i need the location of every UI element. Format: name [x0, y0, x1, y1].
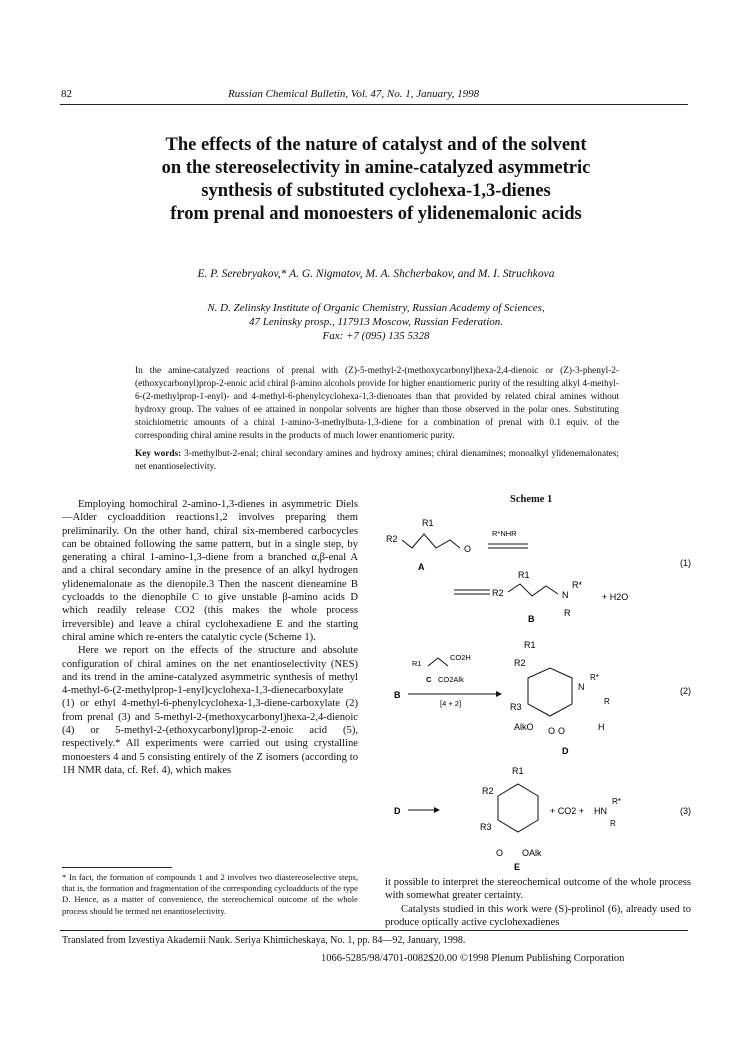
eq2-number: (2) [680, 686, 691, 696]
scheme-r1-b: R1 [518, 570, 530, 580]
scheme-r-b: R [564, 608, 571, 618]
dienophile-bond [428, 658, 448, 666]
footnote: * In fact, the formation of compounds 1 and 2 involves two diastereoselective steps, that is, the formation and fragmentation of the corresponding cycloadducts of the type D. Hence, as a matter of convenience, the stereochemical outcome of the whole process should be termed net enantioselectivity. [62, 872, 358, 916]
alko-label: AlkO [514, 722, 534, 732]
hn-label: HN [594, 806, 607, 816]
keywords [135, 448, 619, 474]
footnote-divider [62, 867, 172, 868]
scheme-r-d: R [604, 697, 610, 706]
scheme-r-e: R [610, 819, 616, 828]
reaction-scheme [378, 508, 696, 873]
co2h-label: CO2H [450, 653, 471, 662]
body-paragraph: Catalysts studied in this work were (S)-prolinol (6), already used to produce optically active cyclohexadienes [385, 903, 691, 928]
scheme-h-d: H [598, 722, 605, 732]
abstract: In the amine-catalyzed reactions of prenal with (Z)-5-methyl-2-(methoxycarbonyl)hexa-2,4-dienoic or (Z)-3-phenyl-2-(ethoxycarbonyl)prop-2-enoic acid chiral β-amino alcohols provide for higher enantiomeric purity of the resulting alkyl 4-methyl-6-(2-methylprop-1-enyl)- and 4-methyl-6-phenylcyclohexa-1,3-dienoates than that provided by related chiral amines without hydroxy group. The values of ee attained in nonpolar solvents are higher than those observed in the polar ones. Substituting stoichiometric amounts of a chiral 1-amino-3-methylbuta-1,3-diene for a combination of prenal with 0.1 equiv. of the corresponding chiral amine results in the products of much lower enantiomeric purity. [135, 366, 619, 441]
scheme-rstar-d: R* [590, 673, 599, 682]
page-number: 82 [61, 88, 72, 100]
scheme-r3-d: R3 [510, 702, 522, 712]
eq1-number: (1) [680, 558, 691, 568]
label-b2: B [394, 690, 401, 700]
scheme-n: N [562, 590, 569, 600]
affiliation [70, 301, 682, 343]
authors: E. P. Serebryakov,* A. G. Nigmatov, M. A. Shcherbakov, and M. I. Struchkova [197, 268, 555, 280]
scheme-n-d: N [578, 682, 585, 692]
enal-chain [402, 534, 460, 548]
label-a: A [418, 562, 425, 572]
scheme-r2-e: R2 [482, 786, 494, 796]
title-line: from prenal and monoesters of ylidenemalonic acids [170, 204, 582, 224]
affiliation-line: Fax: +7 (095) 135 5328 [322, 330, 430, 342]
dienamine-chain [508, 584, 558, 596]
title-line: The effects of the nature of catalyst and of the solvent [165, 135, 587, 155]
title-line: on the stereoselectivity in amine-catalyzed asymmetric [161, 158, 591, 178]
eq3-number: (3) [680, 806, 691, 816]
article-title [70, 134, 682, 226]
body-continuation: it possible to interpret the stereochemical outcome of the whole process with somewhat greater certainty. [385, 877, 691, 902]
scheme-r3-e: R3 [480, 822, 492, 832]
scheme-r1-c: R1 [412, 659, 422, 668]
scheme-r1-e: R1 [512, 766, 524, 776]
label-b: B [528, 614, 535, 624]
scheme-o-e: O [496, 848, 504, 858]
scheme-r2: R2 [386, 534, 398, 544]
scheme-rstar: R* [572, 580, 583, 590]
scheme-o-d1: O [548, 726, 556, 736]
label-c: C [426, 675, 432, 684]
body-paragraph: Here we report on the effects of the structure and absolute configuration of chiral amines on the net enantioselectivity (NES) and its trend in the amine-catalyzed asymmetric synthesis of methyl 4-methyl-6-(2-methylprop-1-enyl)cyclohexa-1,3-dienecarboxylate (1) or ethyl 4-methyl-6-phenylcyclohexa-1,3-diene-carboxylate (2) from prenal (3) and 5-methyl-2-(methoxycarbonyl)hexa-2,4-dienoic (4) or 5-methyl-2-(ethoxycarbonyl)prop-2-enoic acid (5), respectively.* All experiments were carried out using crystalline monoesters 4 and 5 consisting entirely of the Z isomers (according to 1H NMR data, cf. Ref. 4), which makes [62, 645, 358, 776]
keywords-label: Key words: [135, 449, 182, 459]
arrowhead-2 [496, 691, 502, 697]
scheme-o: O [464, 544, 472, 554]
scheme-r2-d: R2 [514, 658, 526, 668]
label-d: D [562, 746, 569, 756]
arrowhead-3 [434, 807, 440, 813]
keywords-text: 3-methylbut-2-enal; chiral secondary amines and hydroxy amines; chiral dienamines; monoalkyl ylidenemalonates; net enantioselectivity. [135, 449, 619, 472]
water-label: + H2O [602, 592, 629, 602]
oalk-label: OAlk [522, 848, 542, 858]
footer-divider [60, 930, 688, 931]
cyclohexene-ring [528, 668, 572, 716]
title-line: synthesis of substituted cyclohexa-1,3-dienes [201, 181, 551, 201]
scheme-title: Scheme 1 [510, 494, 553, 505]
affiliation-line: N. D. Zelinsky Institute of Organic Chemistry, Russian Academy of Sciences, [207, 302, 545, 314]
body-left-column [62, 498, 358, 777]
scheme-r1: R1 [422, 518, 434, 528]
affiliation-line: 47 Leninsky prosp., 117913 Moscow, Russian Federation. [249, 316, 503, 328]
reagent-label: R*NHR [492, 529, 517, 538]
copyright-line: 1066-5285/98/4701-0082$20.00 ©1998 Plenum Publishing Corporation [321, 953, 625, 964]
translation-note: Translated from Izvestiya Akademii Nauk. Seriya Khimicheskaya, No. 1, pp. 84—92, January, 1998. [62, 935, 466, 946]
scheme-rstar-e: R* [612, 797, 621, 806]
label-d2: D [394, 806, 401, 816]
cycloadd-label: [4 + 2] [440, 699, 462, 708]
scheme-r2-b: R2 [492, 588, 504, 598]
co2alk-label: CO2Alk [438, 675, 464, 684]
body-paragraph: Employing homochiral 2-amino-1,3-dienes in asymmetric Diels—Alder cycloaddition reactions1,2 involves preparing them preliminarily. On the other hand, chiral six-membered carbocycles can be obtained following the same pattern, but in a single step, by generating a chiral 1-amino-1,3-diene from a branched α,β-enal A and a chiral secondary amine in the presence of an alkyl hydrogen ylidenemalonate as the dienopile.3 Then the nascent dieneamine B cycloadds to the dienophile C to give unstable β-amino acids D which readily release CO2 (this makes the whole process irreversible) and leave a chiral cyclohexadiene E and the starting chiral amine which re-enters the catalytic cycle (Scheme 1). [62, 499, 358, 643]
co2-label: + CO2 + [550, 806, 585, 816]
header-divider [60, 104, 688, 105]
scheme-o-d2: O [558, 726, 566, 736]
cyclohexadiene-ring [498, 784, 538, 832]
journal-header: Russian Chemical Bulletin, Vol. 47, No. 1, January, 1998 [228, 88, 480, 100]
label-e: E [514, 862, 521, 872]
body-right-column [385, 876, 691, 929]
scheme-r1-d: R1 [524, 640, 536, 650]
